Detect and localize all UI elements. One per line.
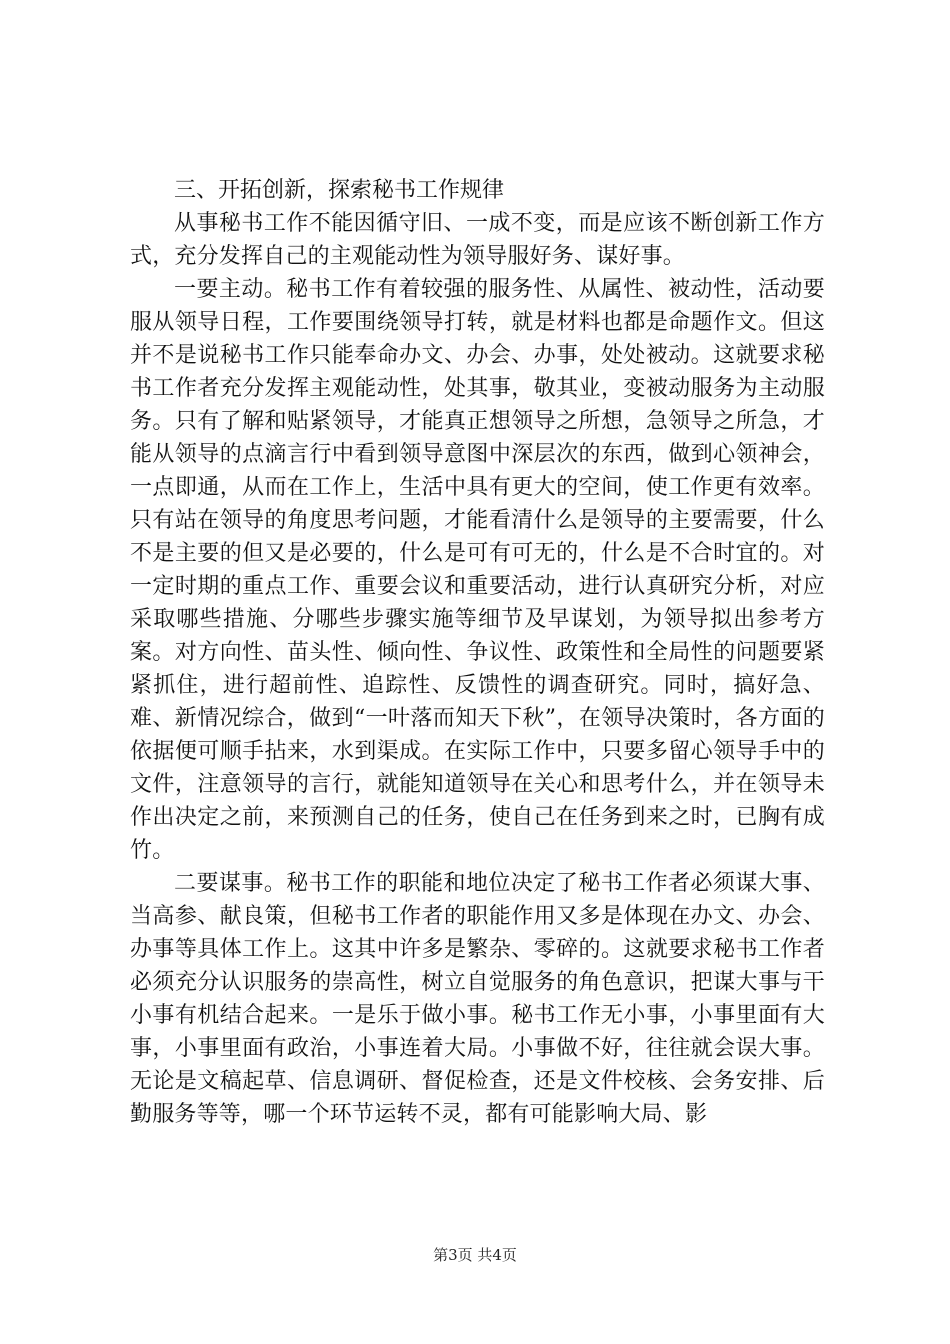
paragraph-intro: 从事秘书工作不能因循守旧、一成不变，而是应该不断创新工作方式，充分发挥自己的主观能动性为领导服好务、谋好事。 <box>130 211 825 269</box>
document-body <box>130 174 825 1131</box>
page-footer: 第3页 共4页 <box>433 1246 517 1264</box>
section-heading: 三、开拓创新，探索秘书工作规律 <box>174 178 505 203</box>
paragraph-initiative: 一要主动。秘书工作有着较强的服务性、从属性、被动性，活动要服从领导日程，工作要围绕领导打转，就是材料也都是命题作文。但这并不是说秘书工作只能奉命办文、办会、办事，处处被动。这就要求秘书工作者充分发挥主观能动性，处其事，敬其业，变被动服务为主动服务。只有了解和贴紧领导，才能真正想领导之所想，急领导之所急，才能从领导的点滴言行中看到领导意图中深层次的东西，做到心领神会，一点即通，从而在工作上，生活中具有更大的空间，使工作更有效率。只有站在领导的角度思考问题，才能看清什么是领导的主要需要，什么不是主要的但又是必要的，什么是可有可无的，什么是不合时宜的。对一定时期的重点工作、重要会议和重要活动，进行认真研究分析，对应采取哪些措施、分哪些步骤实施等细节及早谋划，为领导拟出参考方案。对方向性、苗头性、倾向性、争议性、政策性和全局性的问题要紧紧抓住，进行超前性、追踪性、反馈性的调查研究。同时，搞好急、难、新情况综合，做到“一叶落而知天下秋”，在领导决策时，各方面的依据便可顺手拈来，水到渠成。在实际工作中，只要多留心领导手中的文件，注意领导的言行，就能知道领导在关心和思考什么，并在领导未作出决定之前，来预测自己的任务，使自己在任务到来之时，已胸有成竹。 <box>130 277 825 863</box>
paragraph-planning: 二要谋事。秘书工作的职能和地位决定了秘书工作者必须谋大事、当高参、献良策，但秘书工作者的职能作用又多是体现在办文、办会、办事等具体工作上。这其中许多是繁杂、零碎的。这就要求秘书工作者必须充分认识服务的崇高性，树立自觉服务的角色意识，把谋大事与干小事有机结合起来。一是乐于做小事。秘书工作无小事，小事里面有大事，小事里面有政治，小事连着大局。小事做不好，往往就会误大事。无论是文稿起草、信息调研、督促检查，还是文件校核、会务安排、后勤服务等等，哪一个环节运转不灵，都有可能影响大局、影 <box>130 871 825 1127</box>
